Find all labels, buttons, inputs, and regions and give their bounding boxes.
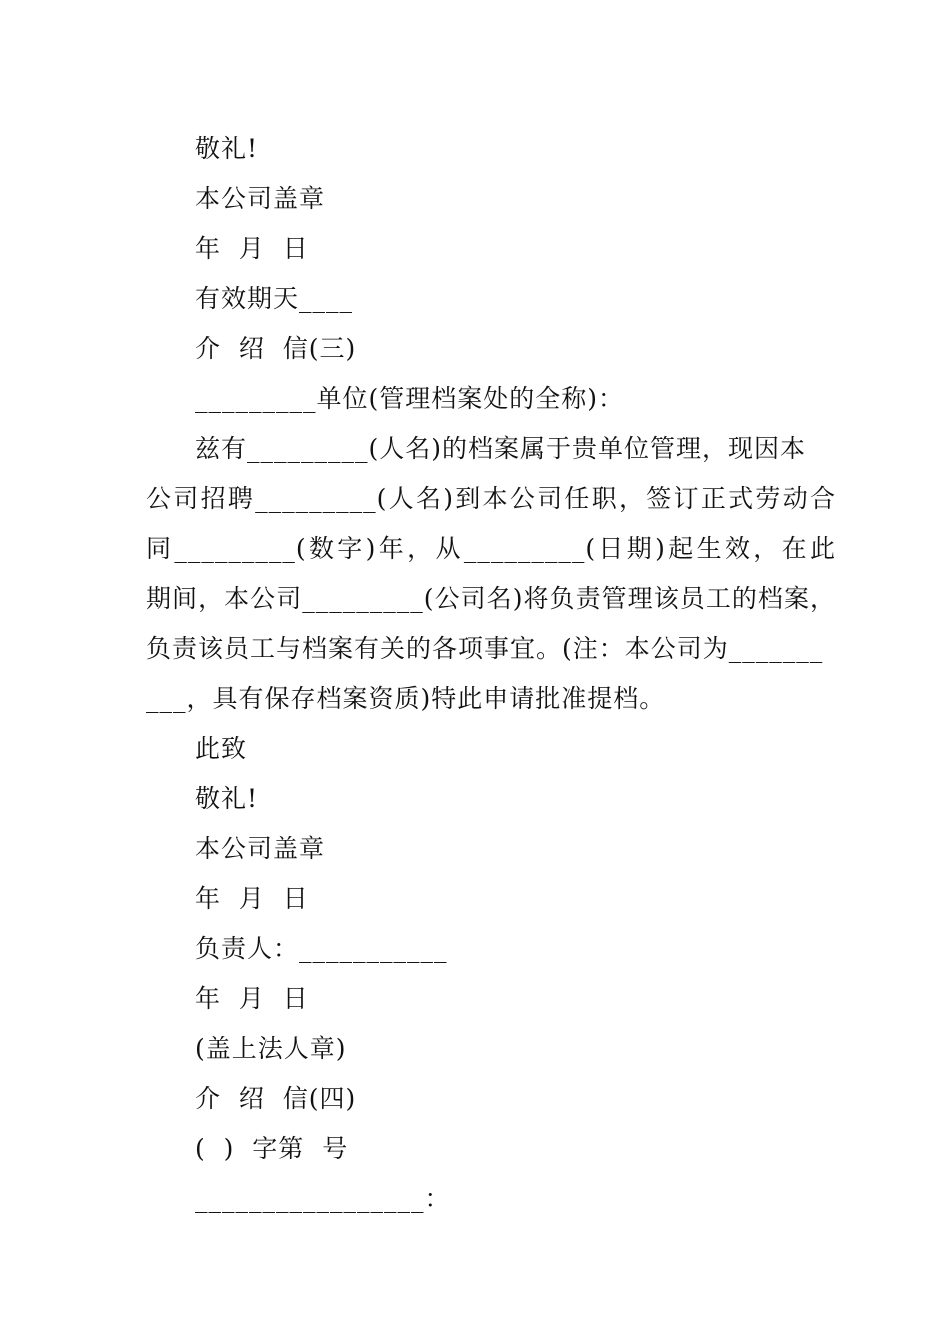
date-line: 年 月 日 bbox=[195, 984, 309, 1013]
body-paragraph-line: 兹有_________(人名)的档案属于贵单位管理，现因本 bbox=[195, 434, 807, 463]
body-paragraph-line: 期间，本公司_________(公司名)将负责管理该员工的档案， bbox=[146, 584, 836, 613]
legal-seal-note: (盖上法人章) bbox=[195, 1034, 347, 1063]
recipient-line: _________单位(管理档案处的全称)： bbox=[195, 384, 625, 413]
closing-salutation: 敬礼! bbox=[195, 784, 259, 813]
date-line: 年 月 日 bbox=[195, 884, 309, 913]
responsible-person-line: 负责人：___________ bbox=[195, 934, 448, 963]
closing-phrase: 此致 bbox=[195, 734, 248, 763]
letter-title-four: 介 绍 信(四) bbox=[195, 1084, 357, 1113]
closing-salutation: 敬礼! bbox=[195, 134, 259, 163]
body-paragraph-line: 负责该员工与档案有关的各项事宜。(注：本公司为_______ bbox=[146, 634, 824, 663]
body-paragraph-line: 同_________(数字)年，从_________(日期)起生效，在此 bbox=[146, 534, 836, 563]
body-paragraph-line: 公司招聘_________(人名)到本公司任职，签订正式劳动合 bbox=[146, 484, 836, 513]
letter-title-three: 介 绍 信(三) bbox=[195, 334, 357, 363]
reference-number-line: ( ) 字第 号 bbox=[195, 1134, 349, 1163]
validity-line: 有效期天____ bbox=[195, 284, 354, 313]
recipient-line: _________________： bbox=[195, 1184, 451, 1213]
company-seal-line: 本公司盖章 bbox=[195, 184, 326, 213]
body-paragraph-line: ___，具有保存档案资质)特此申请批准提档。 bbox=[146, 684, 666, 713]
company-seal-line: 本公司盖章 bbox=[195, 834, 326, 863]
date-line: 年 月 日 bbox=[195, 234, 309, 263]
